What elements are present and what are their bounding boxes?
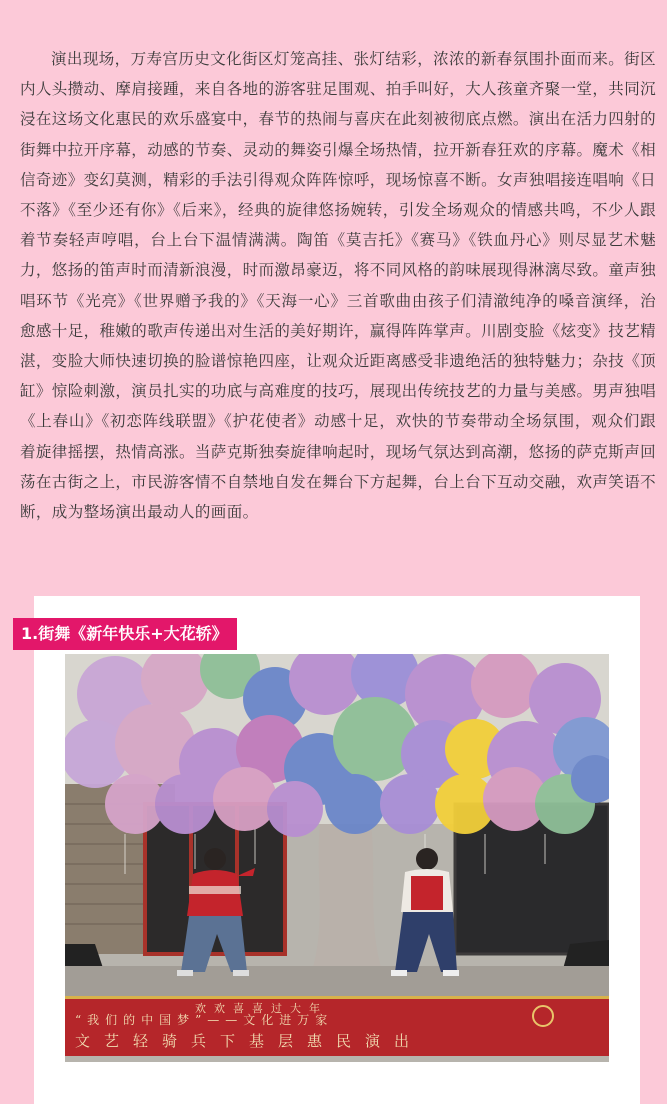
banner-line2: 文艺轻骑兵下基层惠民演出 — [75, 1032, 424, 1050]
pompom-canopy — [65, 654, 609, 837]
section-label: 1.街舞《新年快乐+大花轿》 — [13, 618, 237, 650]
performance-photo — [65, 654, 609, 1062]
stage-floor — [65, 966, 609, 996]
banner-top-text: 欢欢喜喜过大年 — [195, 1002, 328, 1015]
banner-line1: “我们的中国梦”——文化进万家 — [75, 1013, 334, 1027]
stage-illustration — [65, 654, 609, 1062]
article-paragraph: 演出现场，万寿宫历史文化街区灯笼高挂、张灯结彩，浓浓的新春氛围扑面而来。街区内人头攒动、摩肩接踵，来自各地的游客驻足围观、拍手叫好，大人孩童齐聚一堂，共同沉浸在这场文化惠民的欢乐盛宴中，春节的热闹与喜庆在此刻被彻底点燃。演出在活力四射的街舞中拉开序幕，动感的节奏、灵动的舞姿引爆全场热情，拉开新春狂欢的序幕。魔术《相信奇迹》变幻莫测，精彩的手法引得观众阵阵惊呼，现场惊喜不断。女声独唱接连唱响《日不落》《至少还有你》《后来》，经典的旋律悠扬婉转，引发全场观众的情感共鸣，不少人跟着节奏轻声哼唱，台上台下温情满满。陶笛《莫吉托》《赛马》《铁血丹心》则尽显艺术魅力，悠扬的笛声时而清新浪漫，时而激昂豪迈，将不同风格的韵味展现得淋漓尽致。童声独唱环节《光亮》《世界赠予我的》《天海一心》三首歌曲由孩子们清澈纯净的嗓音演绎，治愈感十足，稚嫩的歌声传递出对生活的美好期许，赢得阵阵掌声。川剧变脸《炫变》技艺精湛，变脸大师快速切换的脸谱惊艳四座，让观众近距离感受非遗绝活的独特魅力；杂技《顶缸》惊险刺激，演员扎实的功底与高难度的技巧，展现出传统技艺的力量与美感。男声独唱《上春山》《初恋阵线联盟》《护花使者》动感十足，欢快的节奏带动全场氛围，观众们跟着旋律摇摆，热情高涨。当萨克斯独奏旋律响起时，现场气氛达到高潮，悠扬的萨克斯声回荡在古街之上，市民游客情不自禁地自发在舞台下方起舞，台上台下互动交融，欢声笑语不断，成为整场演出最动人的画面。 — [20, 50, 657, 522]
tree-trunk — [311, 824, 383, 974]
stage-banner — [65, 996, 609, 1056]
